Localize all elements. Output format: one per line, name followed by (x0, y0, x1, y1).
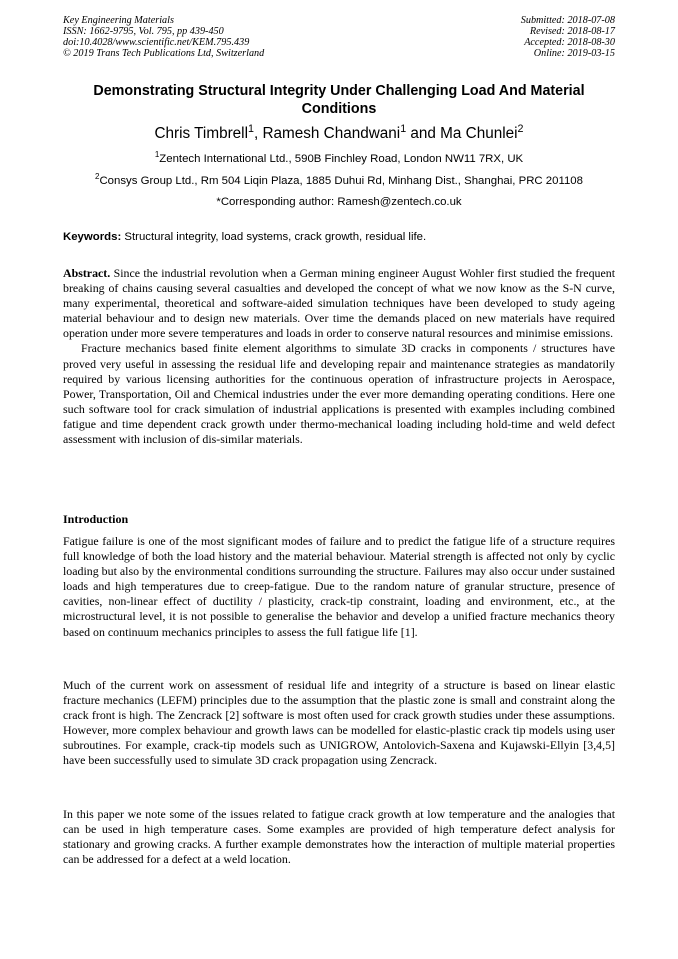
author-affiliation-mark: 2 (517, 122, 524, 135)
journal-doi: doi:10.4028/www.scientific.net/KEM.795.439 (63, 36, 250, 48)
paragraph-text: In this paper we note some of the issues related to fatigue crack growth at low temperature and the analogies that can be used in high temperature cases. Some examples are provided of high temperature defect analysis for stationary and growing cracks. A further example demonstrates how the interaction of multiple material properties can be addressed for a defect at a weld location. (63, 807, 615, 867)
author-name: Ma Chunlei (440, 125, 518, 142)
author-separator: , (253, 125, 263, 142)
intro-paragraph-3 (63, 807, 615, 867)
intro-paragraph-1 (63, 534, 615, 640)
abstract-paragraph: Fracture mechanics based finite element algorithms to simulate 3D cracks in components / structures have proved very useful in assessing the residual life and developing repair and maintenance strategies as mandatorily required by various licensing authorities for the continuous operation of infrastructure projects in Aerospace, Power, Transportation, Oil and Chemical industries under the ever more demanding operating conditions. Here one such software tool for crack simulation of industrial applications is presented with examples including combined fatigue and time dependent crack growth under thermo-mechanical loading including hold-time and weld defect assessment with inclusion of dis-similar materials. (63, 341, 615, 447)
journal-issn: ISSN: 1662-9795, Vol. 795, pp 439-450 (63, 25, 224, 37)
journal-name: Key Engineering Materials (63, 15, 174, 26)
date-online: Online: 2019-03-15 (533, 47, 615, 59)
author-list (63, 122, 615, 143)
affiliation-2 (63, 174, 615, 188)
author-affiliation-mark: 1 (400, 122, 407, 135)
affiliation-mark: 1 (154, 150, 160, 160)
date-revised: Revised: 2018-08-17 (529, 25, 615, 37)
intro-paragraph-2 (63, 678, 615, 769)
paragraph-text: Much of the current work on assessment of residual life and integrity of a structure is based on linear elastic fracture mechanics (LEFM) principles due to the assumption that the plastic zone is small and constraint along the crack front is high. The Zencrack [2] software is most often used for crack growth studies under these assumptions. However, more complex behaviour and growth laws can be modelled for elastic-plastic crack tip models using user subroutines. For example, crack-tip models such as UNIGROW, Antolovich-Saxena and Kujawski-Ellyin [3,4,5] have been successfully used to simulate 3D crack propagation using Zencrack. (63, 678, 615, 768)
author-name: Chris Timbrell (154, 125, 248, 142)
abstract-label: Abstract. (63, 266, 111, 280)
author-name: Ramesh Chandwani (262, 125, 401, 142)
keywords-text: Structural integrity, load systems, crack growth, residual life. (121, 231, 427, 243)
date-accepted: Accepted: 2018-08-30 (524, 36, 615, 48)
author-affiliation-mark: 1 (247, 122, 254, 135)
journal-copyright: © 2019 Trans Tech Publications Ltd, Switzerland (63, 47, 265, 59)
abstract (63, 266, 615, 447)
affiliation-text: Consys Group Ltd., Rm 504 Liqin Plaza, 1885 Duhui Rd, Minhang Dist., Shanghai, PRC 201108 (99, 175, 583, 187)
paragraph-text: Fatigue failure is one of the most significant modes of failure and to predict the fatigue life of a structure requires full knowledge of both the load history and the material behaviour. Material strength is affected not only by cyclic loading but also by the environmental conditions surrounding the structure. Failures may also occur under sustained loads and high temperatures due to creep-fatigue. Due to the random nature of granular structure, presence of cavities, non-linear effect of ductility / plasticity, crack-tip constraint, loading and environment, etc., at the microstructural level, it is not possible to generalise the behavior and develop a unified fracture mechanics theory based on continuum mechanics principles to assess the full fatigue life [1]. (63, 534, 615, 639)
abstract-text: Since the industrial revolution when a German mining engineer August Wohler first studied the frequent breaking of chains causing several casualties and developed the concept of what we now know as the S-N curve, many experimental, theoretical and software-aided simulation techniques have been developed to study ageing material behaviour and to design new materials. Over time the demands placed on new materials have required operation under more severe temperatures and loads in order to conserve natural resources and minimise emissions. (63, 266, 615, 341)
journal-header-right (521, 16, 615, 60)
keywords-label: Keywords: (63, 231, 122, 243)
date-submitted: Submitted: 2018-07-08 (520, 15, 615, 26)
keywords (63, 230, 615, 244)
section-heading-introduction: Introduction (63, 512, 129, 526)
affiliation-text: Zentech International Ltd., 590B Finchley Road, London NW11 7RX, UK (159, 153, 524, 165)
affiliation-mark: 2 (95, 172, 100, 182)
affiliation-1 (63, 152, 615, 166)
author-separator: and (406, 125, 441, 142)
paper-title: Demonstrating Structural Integrity Under Challenging Load And Material Conditions (93, 83, 585, 117)
corresponding-author: *Corresponding author: Ramesh@zentech.co.uk (216, 196, 462, 208)
journal-header-left (63, 16, 264, 60)
abstract-paragraph (63, 266, 615, 341)
